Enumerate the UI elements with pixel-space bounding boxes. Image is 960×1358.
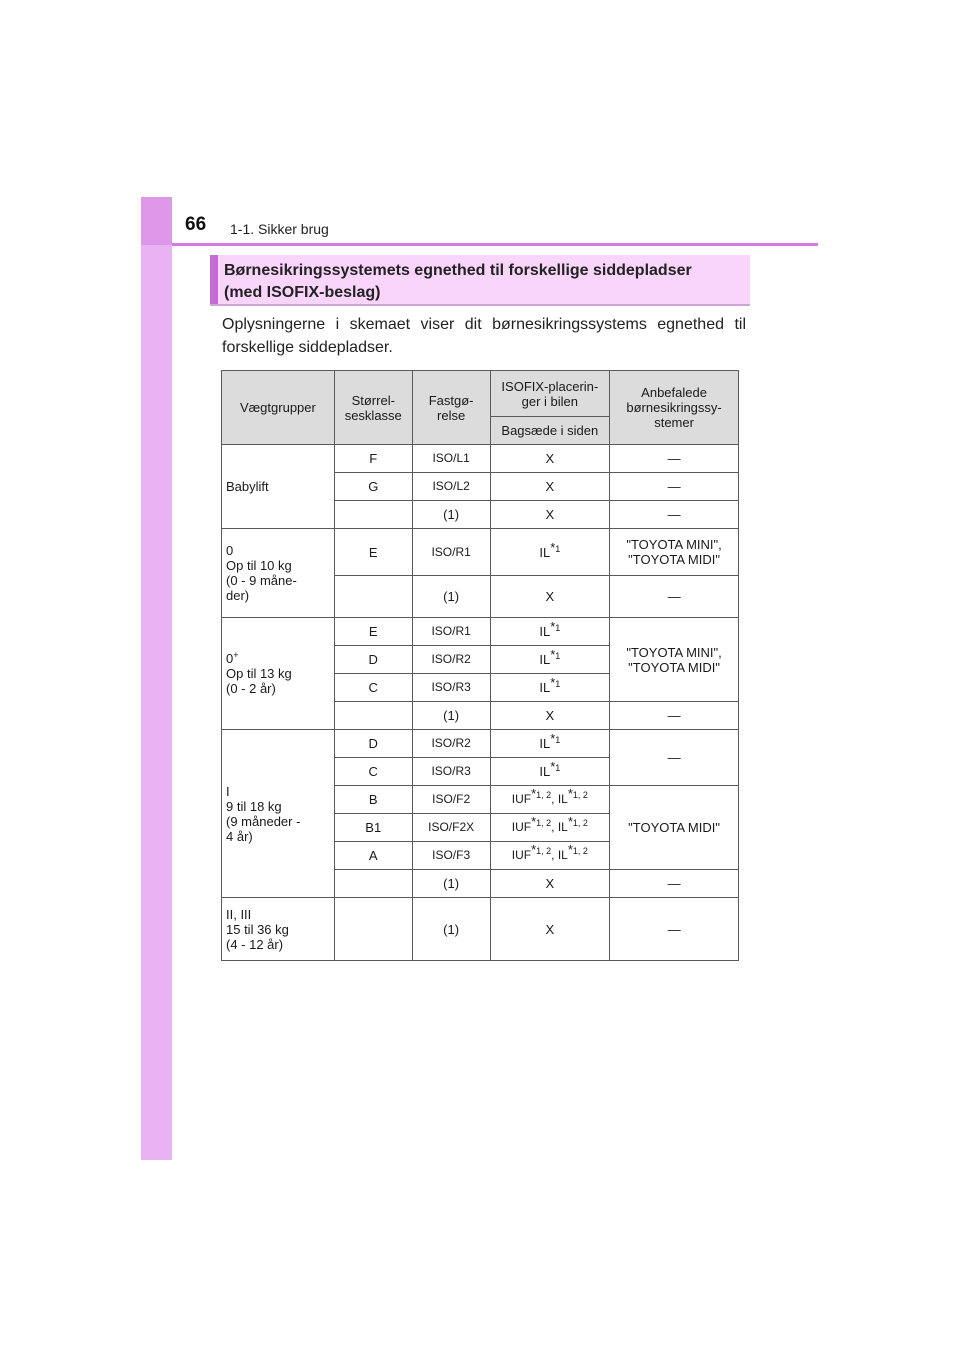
table-row: (1) X — [222,702,739,730]
table-row: G ISO/L2 X — [222,473,739,501]
header-rear-side: Bagsæde i siden [490,417,610,445]
page-number: 66 [185,214,207,235]
group-2-3: II, III 15 til 36 kg (4 - 12 år) [222,898,335,961]
heading-line-2: (med ISOFIX-beslag) [224,284,381,301]
section-heading [210,255,750,306]
table-row: D ISO/R2 IL$^{*1}$ [222,646,739,674]
table-row: (1) X — [222,870,739,898]
table-row: (1) X — [222,501,739,529]
table-row: 0 Op til 10 kg (0 - 9 måne- der) E ISO/R1 IL$^{*1}$ "TOYOTA MINI", "TOYOTA MIDI" [222,529,739,576]
header-fixture: Fastgø- relse [412,371,490,445]
header-isofix-positions: ISOFIX-placerin- ger i bilen [490,371,610,417]
table-row: 0+ Op til 13 kg (0 - 2 år) E ISO/R1 IL$^{*1}$ "TOYOTA MINI", "TOYOTA MIDI" [222,618,739,646]
group-1: I 9 til 18 kg (9 måneder - 4 år) [222,730,335,898]
side-tab-marker [141,197,172,245]
group-0-plus: 0+ Op til 13 kg (0 - 2 år) [222,618,335,730]
table-row: (1) X — [222,576,739,618]
heading-text [224,260,744,304]
group-babylift: Babylift [222,445,335,529]
header-size-class: Størrel- sesklasse [334,371,412,445]
header-weight-groups: Vægtgrupper [222,371,335,445]
table-row: Babylift F ISO/L1 X — [222,445,739,473]
table-row: B1 ISO/F2X IUF$^{*1, 2}$, IL$^{*1, 2}$ [222,814,739,842]
heading-accent-bar [210,255,218,304]
section-title: 1-1. Sikker brug [230,221,329,237]
table-row: I 9 til 18 kg (9 måneder - 4 år) D ISO/R2 IL$^{*1}$ — [222,730,739,758]
header-rule [172,243,818,246]
group-0: 0 Op til 10 kg (0 - 9 måne- der) [222,529,335,618]
header-recommended: Anbefalede børnesikringssy- stemer [610,371,739,445]
table-row: C ISO/R3 IL$^{*1}$ [222,674,739,702]
compatibility-table [221,370,739,961]
side-tab-strip [141,197,172,1160]
heading-line-1: Børnesikringssystemets egnethed til forskellige siddepladser [224,262,692,279]
table-row: B ISO/F2 IUF$^{*1, 2}$, IL$^{*1, 2}$ "TOYOTA MIDI" [222,786,739,814]
table-row: A ISO/F3 IUF$^{*1, 2}$, IL$^{*1, 2}$ [222,842,739,870]
intro-paragraph: Oplysningerne i skemaet viser dit børnesikringssystems egnethed til forskellige siddepladser. [222,316,746,356]
table-row: C ISO/R3 IL$^{*1}$ [222,758,739,786]
table-row: II, III 15 til 36 kg (4 - 12 år) (1) X — [222,898,739,961]
